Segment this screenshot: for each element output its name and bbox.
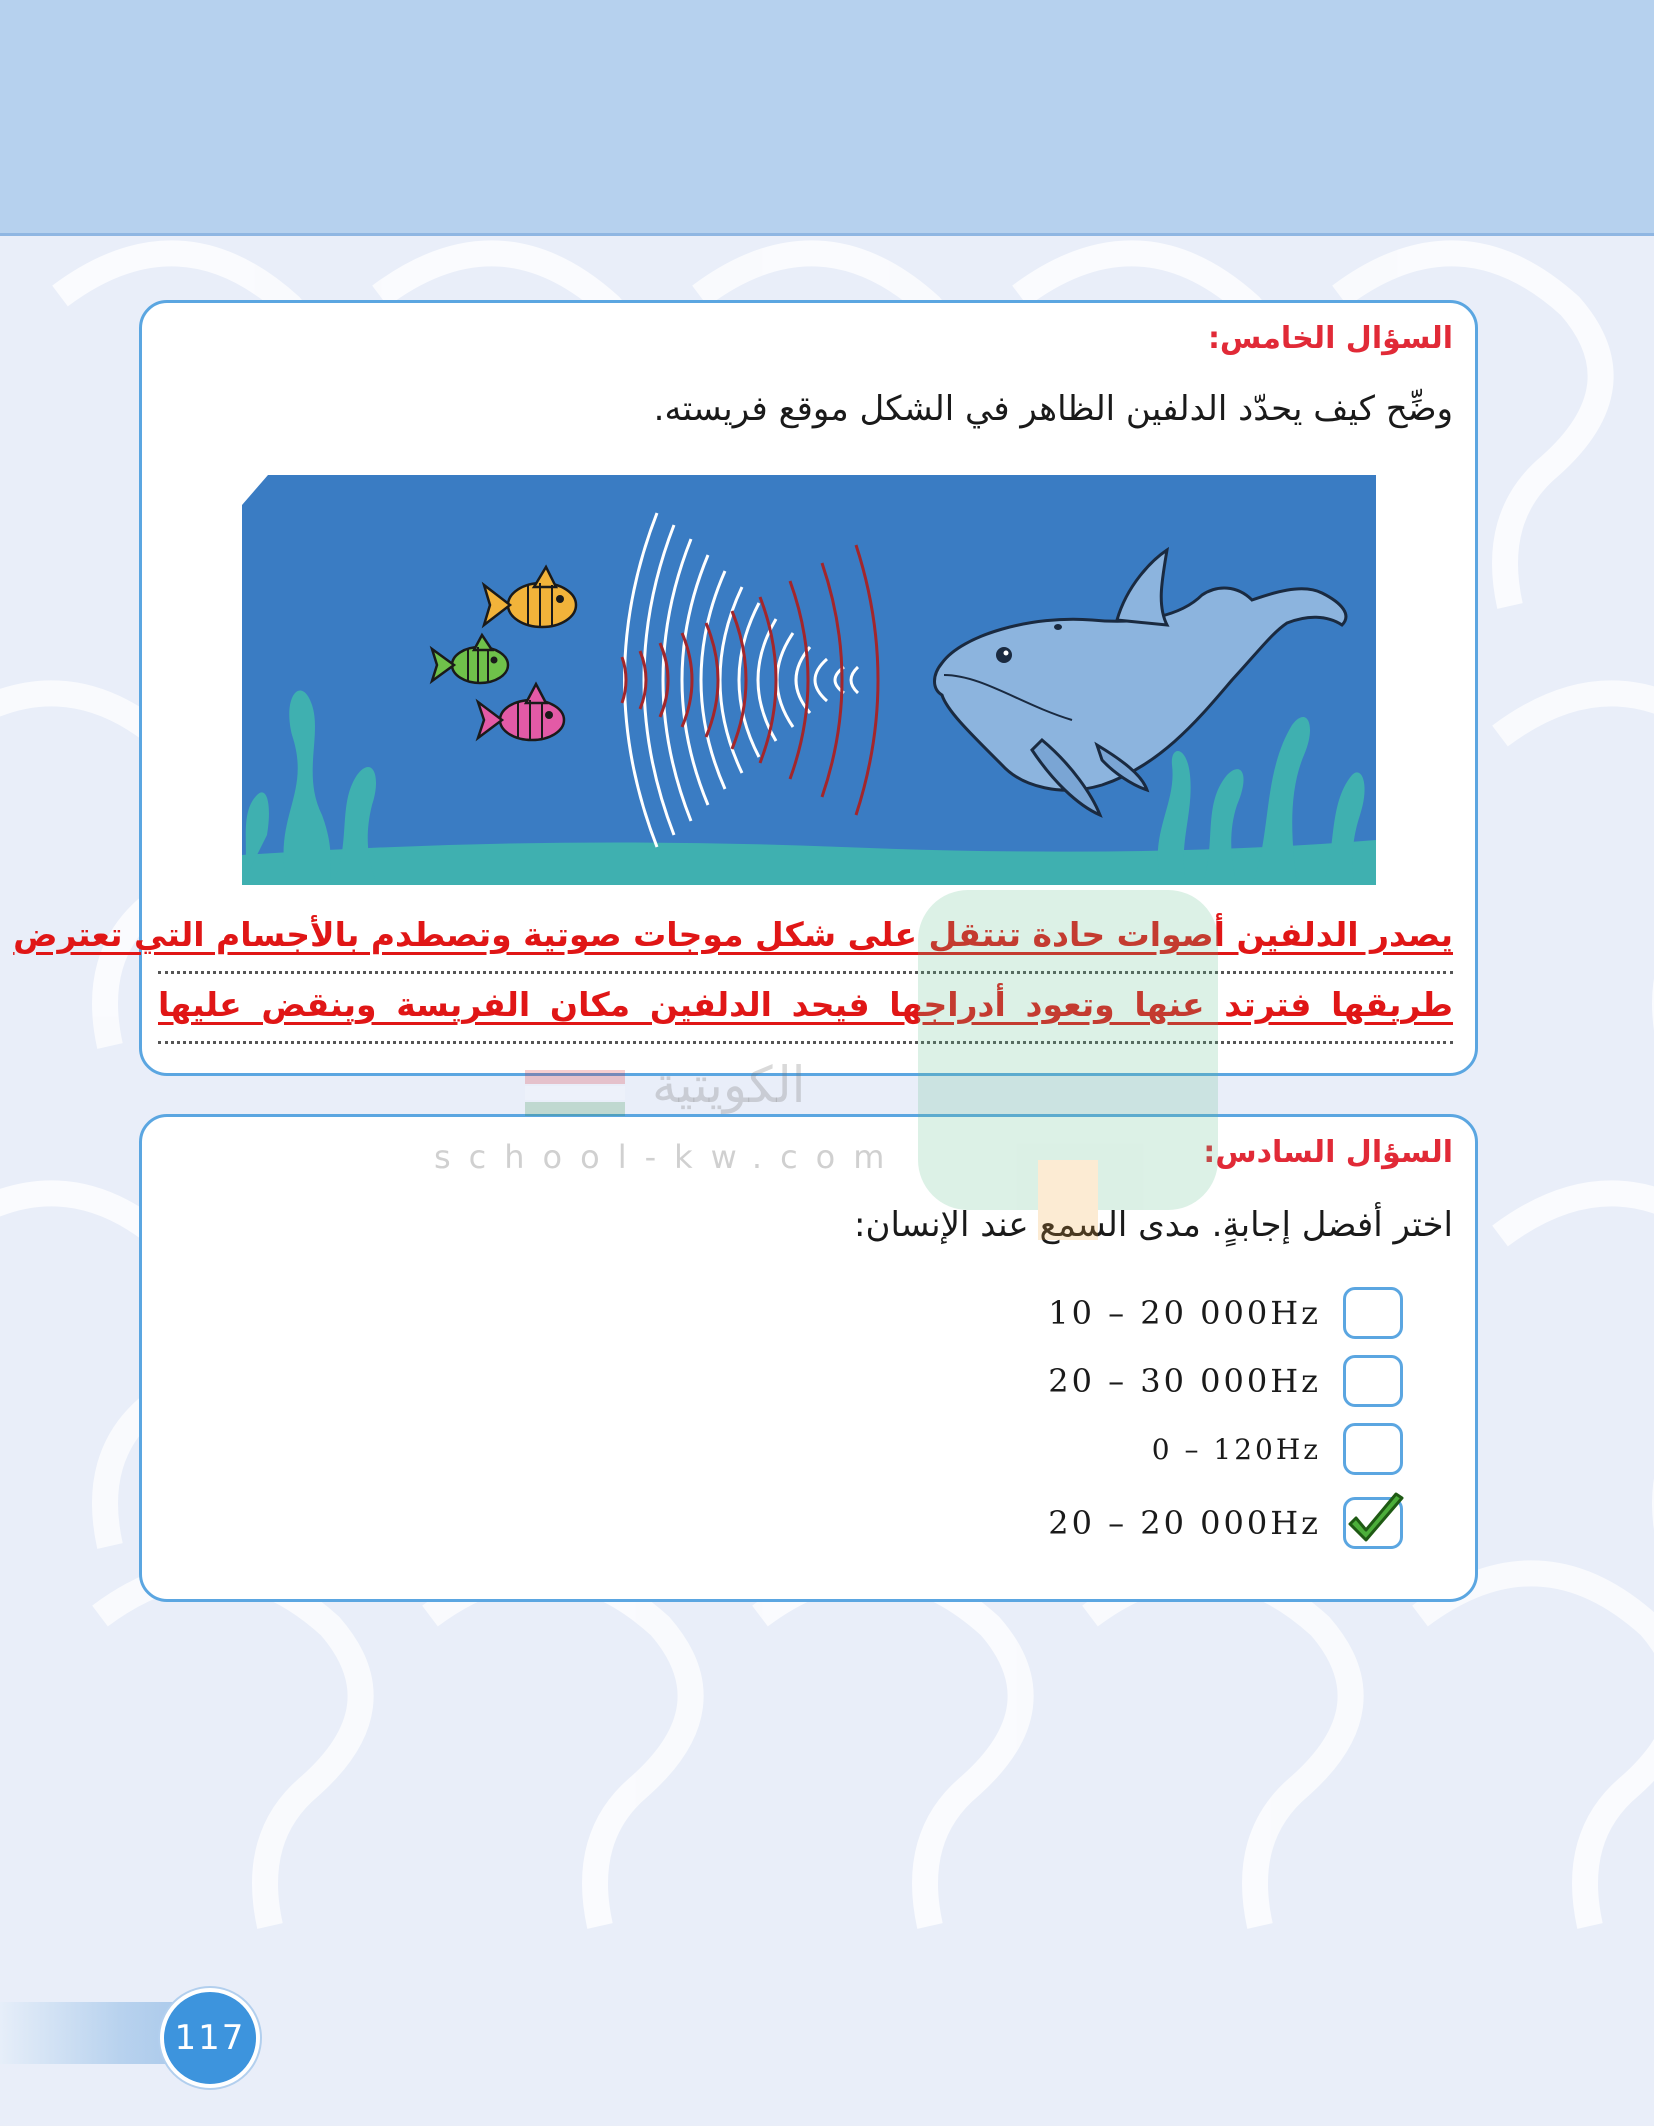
option-2[interactable] xyxy=(1048,1353,1403,1409)
option-1-label: 10 – 20 000Hz xyxy=(1048,1294,1321,1332)
check-icon xyxy=(1344,1490,1408,1552)
option-3-checkbox[interactable] xyxy=(1343,1423,1403,1475)
question-6-card xyxy=(139,1114,1478,1602)
question-5-title: السؤال الخامس: xyxy=(1207,321,1453,356)
question-5-card xyxy=(13,300,1478,1076)
watermark-text: الكويتية xyxy=(652,1056,806,1114)
option-3[interactable] xyxy=(1152,1421,1403,1477)
option-4-label: 20 – 20 000Hz xyxy=(1048,1504,1321,1542)
top-header-band xyxy=(0,0,1654,236)
option-1-checkbox[interactable] xyxy=(1343,1287,1403,1339)
dolphin-echolocation-illustration xyxy=(242,475,1376,885)
answer-line-1[interactable]: يصدر الدلفين أصوات حادة تنتقل على شكل موجات صوتية وتصطدم بالأجسام التي تعترض xyxy=(158,915,1453,974)
page-number: 117 xyxy=(160,1988,260,2088)
option-4[interactable] xyxy=(1048,1495,1403,1551)
option-1[interactable] xyxy=(1048,1285,1403,1341)
option-2-checkbox[interactable] xyxy=(1343,1355,1403,1407)
question-6-title: السؤال السادس: xyxy=(1203,1135,1453,1170)
option-2-label: 20 – 30 000Hz xyxy=(1048,1362,1321,1400)
question-6-prompt: اختر أفضل إجابةٍ. مدى السمع عند الإنسان: xyxy=(854,1205,1453,1245)
question-5-prompt: وضِّح كيف يحدّد الدلفين الظاهر في الشكل موقع فريسته. xyxy=(653,389,1453,429)
watermark-url: school-kw.com xyxy=(434,1138,903,1176)
option-4-checkbox[interactable] xyxy=(1343,1497,1403,1549)
answer-line-2[interactable]: طريقها فترتد عنها وتعود أدراجها فيحد الدلفين مكان الفريسة وينقض عليها xyxy=(158,985,1453,1044)
option-3-label: 0 – 120Hz xyxy=(1151,1432,1321,1466)
